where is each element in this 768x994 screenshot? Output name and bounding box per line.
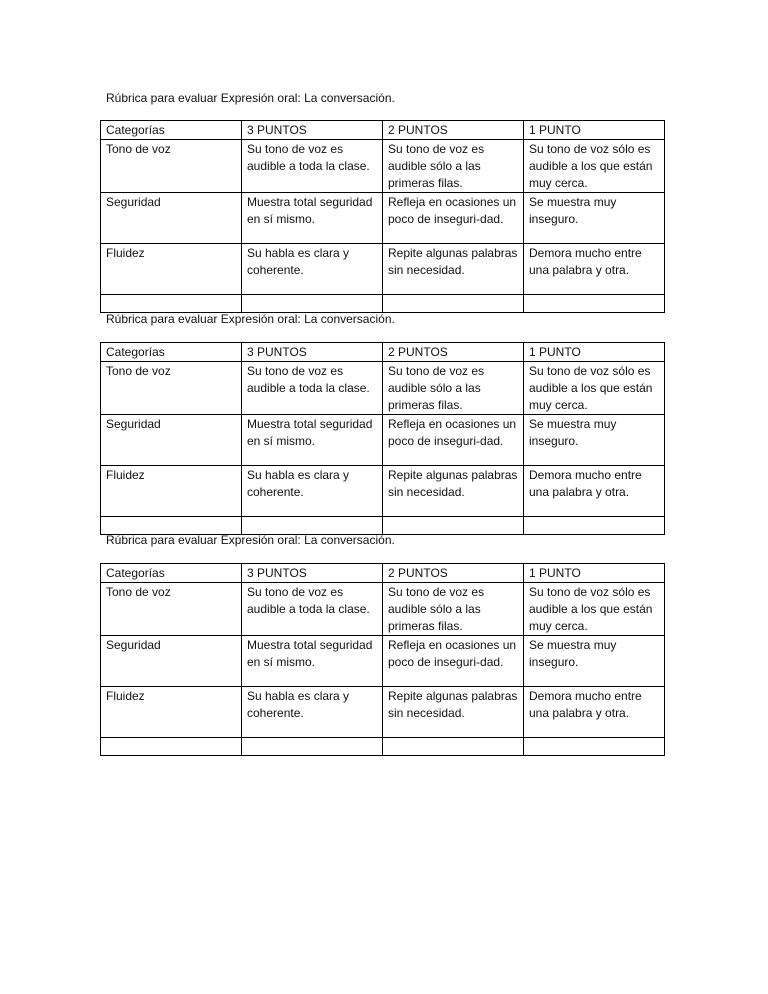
empty-cell bbox=[242, 517, 383, 535]
category-cell: Fluidez bbox=[101, 244, 242, 295]
criteria-cell: Demora mucho entre una palabra y otra. bbox=[524, 244, 665, 295]
criteria-cell: Su habla es clara y coherente. bbox=[242, 687, 383, 738]
criteria-cell: Refleja en ocasiones un poco de inseguri-dad. bbox=[383, 636, 524, 687]
table-row bbox=[101, 687, 665, 738]
criteria-cell: Su tono de voz sólo es audible a los que están muy cerca. bbox=[524, 140, 665, 193]
empty-cell bbox=[383, 295, 524, 313]
criteria-cell: Repite algunas palabras sin necesidad. bbox=[383, 244, 524, 295]
header-cell-2-puntos: 2 PUNTOS bbox=[383, 121, 524, 140]
criteria-cell: Se muestra muy inseguro. bbox=[524, 636, 665, 687]
criteria-cell: Su tono de voz es audible a toda la clase. bbox=[242, 362, 383, 415]
table-row bbox=[101, 193, 665, 244]
table-header-row bbox=[101, 343, 665, 362]
table-row bbox=[101, 466, 665, 517]
empty-cell bbox=[101, 295, 242, 313]
header-cell-3-puntos: 3 PUNTOS bbox=[242, 121, 383, 140]
criteria-cell: Su tono de voz es audible a toda la clase. bbox=[242, 140, 383, 193]
header-cell-3-puntos: 3 PUNTOS bbox=[242, 343, 383, 362]
empty-score-row bbox=[101, 517, 665, 535]
table-row bbox=[101, 583, 665, 636]
empty-score-row bbox=[101, 295, 665, 313]
table-row bbox=[101, 244, 665, 295]
criteria-cell: Se muestra muy inseguro. bbox=[524, 193, 665, 244]
table-row bbox=[101, 140, 665, 193]
category-cell: Fluidez bbox=[101, 687, 242, 738]
header-cell-categorias: Categorías bbox=[101, 564, 242, 583]
header-cell-1-punto: 1 PUNTO bbox=[524, 121, 665, 140]
rubric-table bbox=[100, 342, 665, 535]
rubric-title: Rúbrica para evaluar Expresión oral: La conversación. bbox=[106, 312, 395, 326]
category-cell: Fluidez bbox=[101, 466, 242, 517]
empty-cell bbox=[383, 517, 524, 535]
rubric-table bbox=[100, 563, 665, 756]
criteria-cell: Su habla es clara y coherente. bbox=[242, 244, 383, 295]
header-cell-2-puntos: 2 PUNTOS bbox=[383, 564, 524, 583]
empty-cell bbox=[524, 738, 665, 756]
header-cell-1-punto: 1 PUNTO bbox=[524, 343, 665, 362]
rubric-title: Rúbrica para evaluar Expresión oral: La conversación. bbox=[106, 533, 395, 547]
header-cell-categorias: Categorías bbox=[101, 343, 242, 362]
criteria-cell: Su tono de voz es audible a toda la clase. bbox=[242, 583, 383, 636]
criteria-cell: Refleja en ocasiones un poco de inseguri-dad. bbox=[383, 193, 524, 244]
criteria-cell: Su tono de voz sólo es audible a los que están muy cerca. bbox=[524, 583, 665, 636]
empty-cell bbox=[101, 738, 242, 756]
table-row bbox=[101, 415, 665, 466]
category-cell: Seguridad bbox=[101, 636, 242, 687]
criteria-cell: Se muestra muy inseguro. bbox=[524, 415, 665, 466]
criteria-cell: Muestra total seguridad en sí mismo. bbox=[242, 636, 383, 687]
table-row bbox=[101, 362, 665, 415]
criteria-cell: Su tono de voz es audible sólo a las primeras filas. bbox=[383, 362, 524, 415]
category-cell: Tono de voz bbox=[101, 362, 242, 415]
criteria-cell: Refleja en ocasiones un poco de inseguri-dad. bbox=[383, 415, 524, 466]
empty-cell bbox=[101, 517, 242, 535]
header-cell-2-puntos: 2 PUNTOS bbox=[383, 343, 524, 362]
criteria-cell: Su habla es clara y coherente. bbox=[242, 466, 383, 517]
criteria-cell: Muestra total seguridad en sí mismo. bbox=[242, 415, 383, 466]
criteria-cell: Muestra total seguridad en sí mismo. bbox=[242, 193, 383, 244]
header-cell-1-punto: 1 PUNTO bbox=[524, 564, 665, 583]
criteria-cell: Su tono de voz sólo es audible a los que están muy cerca. bbox=[524, 362, 665, 415]
criteria-cell: Demora mucho entre una palabra y otra. bbox=[524, 466, 665, 517]
table-row bbox=[101, 636, 665, 687]
empty-cell bbox=[524, 517, 665, 535]
criteria-cell: Su tono de voz es audible sólo a las primeras filas. bbox=[383, 140, 524, 193]
rubric-table bbox=[100, 120, 665, 313]
criteria-cell: Repite algunas palabras sin necesidad. bbox=[383, 687, 524, 738]
category-cell: Tono de voz bbox=[101, 583, 242, 636]
category-cell: Tono de voz bbox=[101, 140, 242, 193]
criteria-cell: Demora mucho entre una palabra y otra. bbox=[524, 687, 665, 738]
category-cell: Seguridad bbox=[101, 193, 242, 244]
header-cell-3-puntos: 3 PUNTOS bbox=[242, 564, 383, 583]
empty-cell bbox=[242, 738, 383, 756]
category-cell: Seguridad bbox=[101, 415, 242, 466]
criteria-cell: Repite algunas palabras sin necesidad. bbox=[383, 466, 524, 517]
table-header-row bbox=[101, 121, 665, 140]
empty-score-row bbox=[101, 738, 665, 756]
empty-cell bbox=[524, 295, 665, 313]
table-header-row bbox=[101, 564, 665, 583]
empty-cell bbox=[242, 295, 383, 313]
header-cell-categorias: Categorías bbox=[101, 121, 242, 140]
rubric-title: Rúbrica para evaluar Expresión oral: La conversación. bbox=[106, 91, 395, 105]
criteria-cell: Su tono de voz es audible sólo a las primeras filas. bbox=[383, 583, 524, 636]
empty-cell bbox=[383, 738, 524, 756]
